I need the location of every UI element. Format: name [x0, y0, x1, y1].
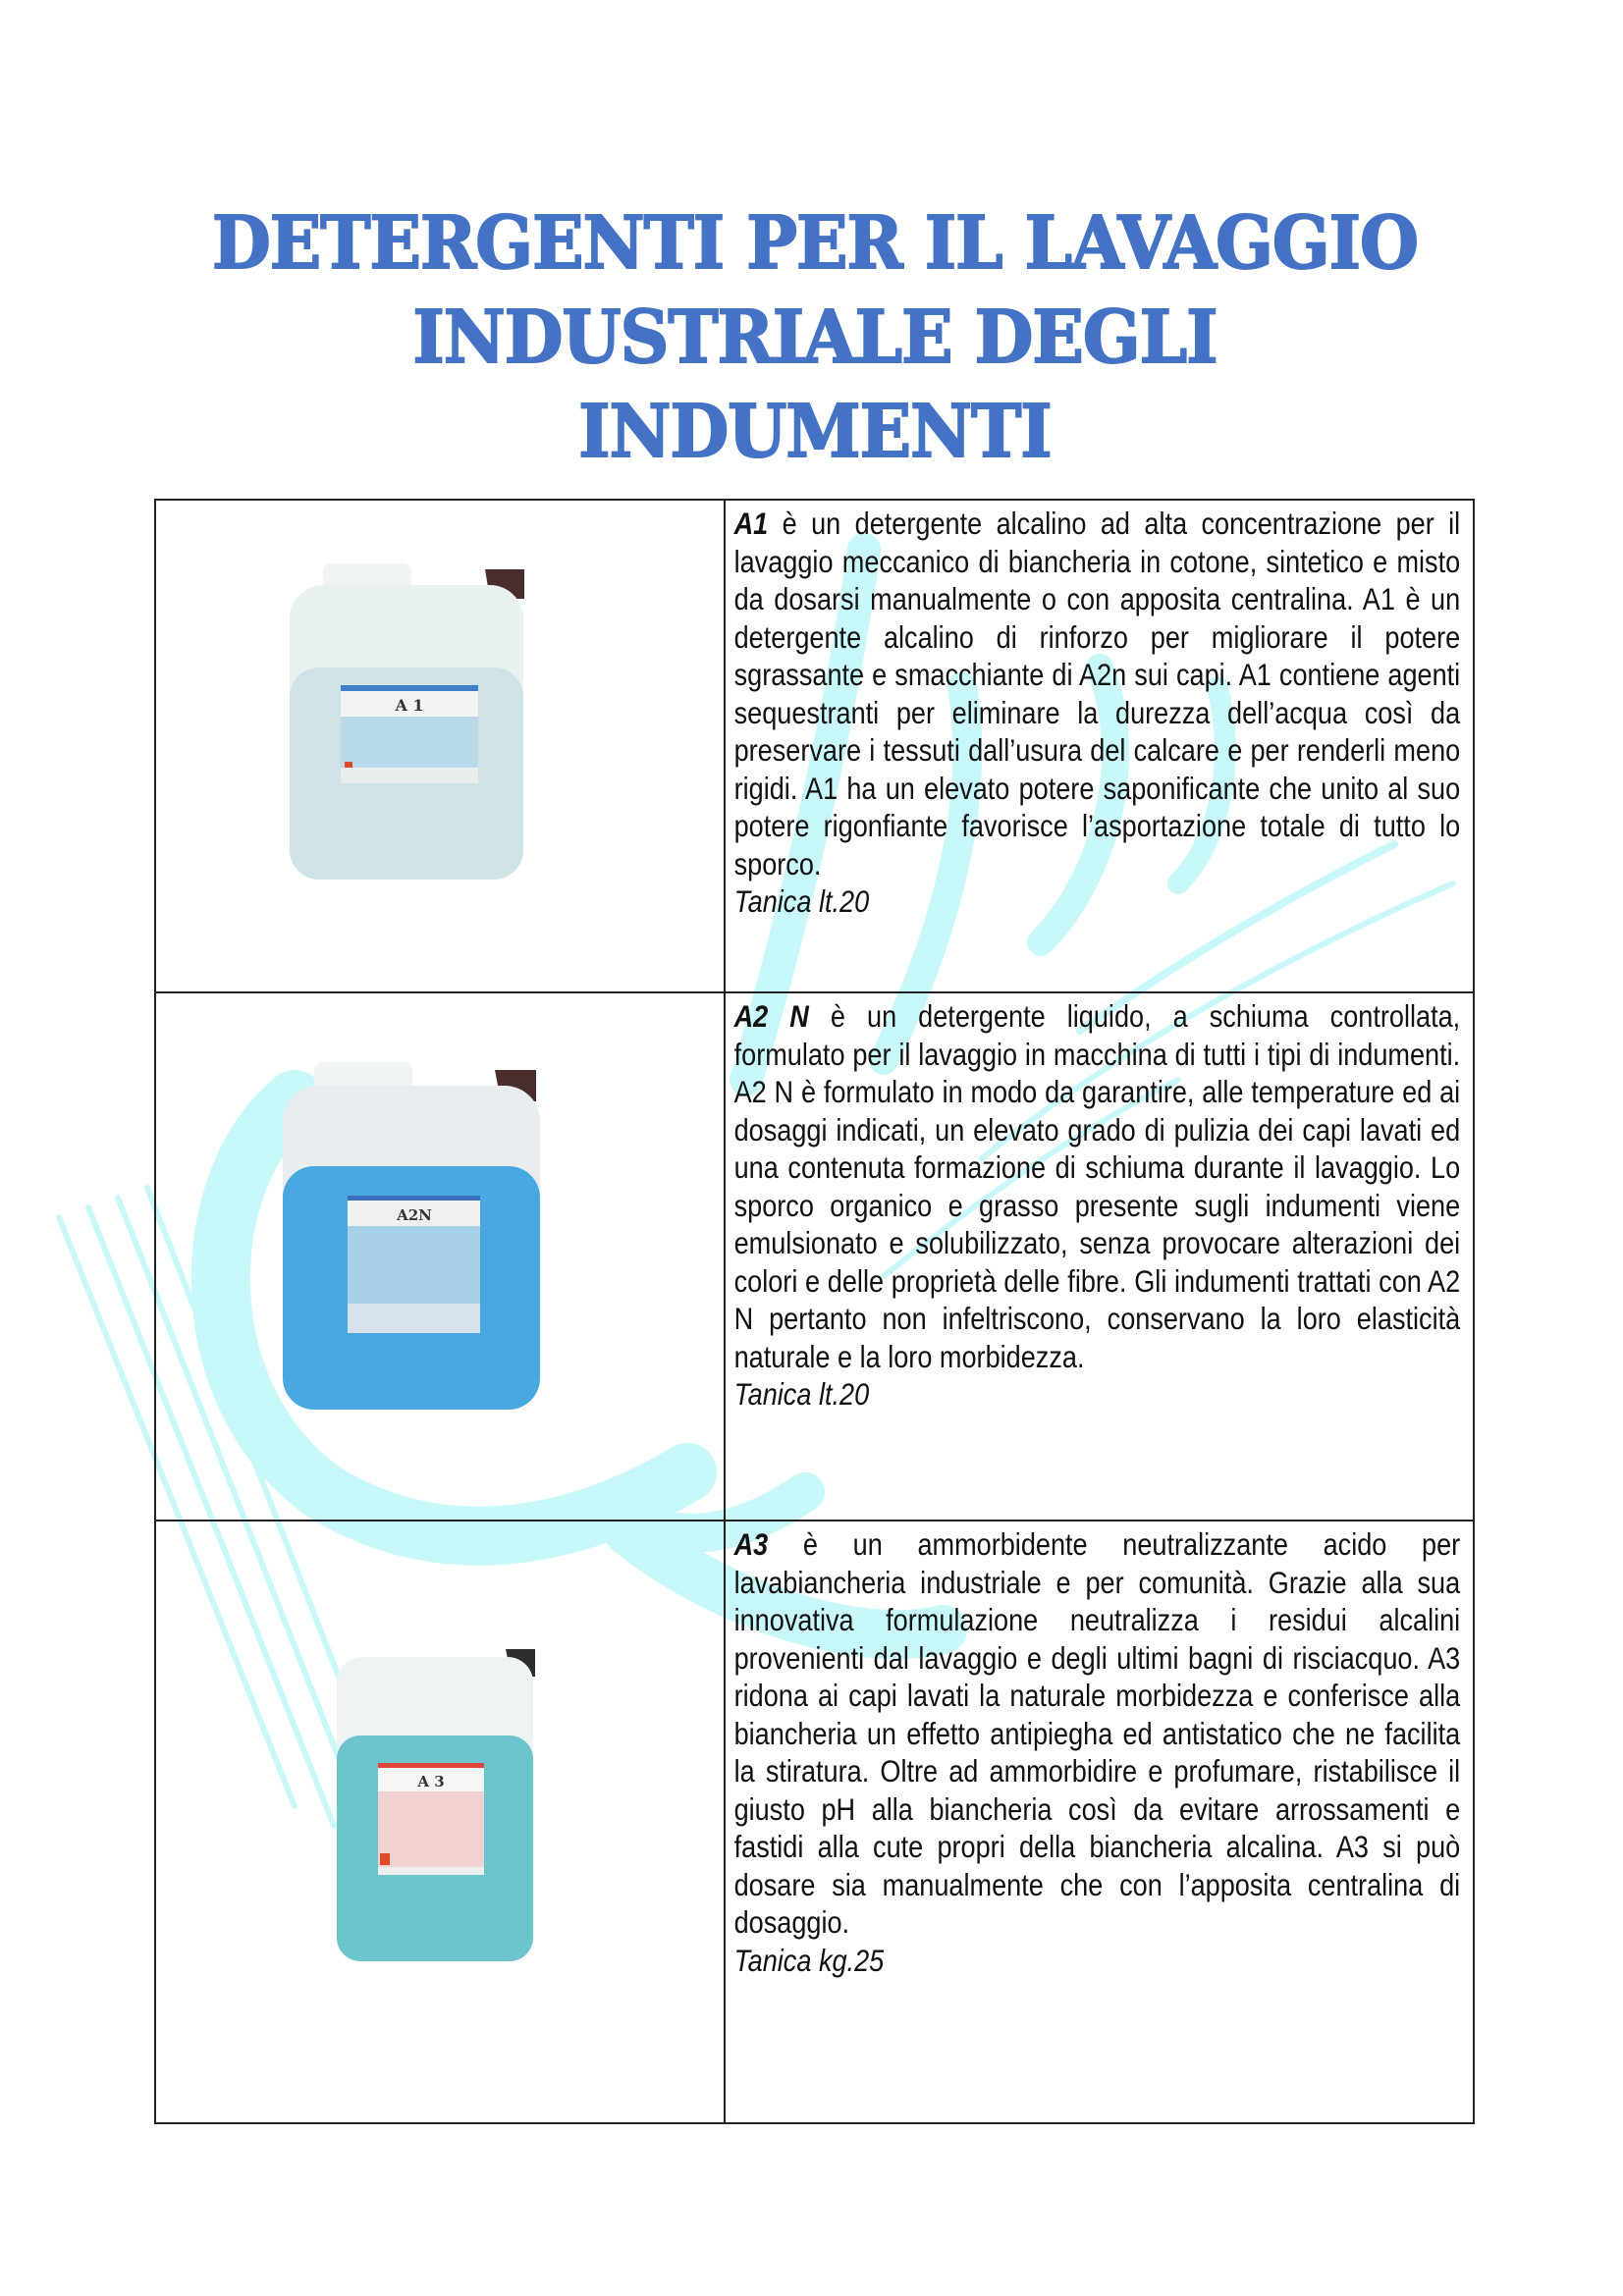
- product-description-cell: [725, 500, 1474, 992]
- package-size: Tanica kg.25: [733, 1942, 885, 1978]
- product-code: A1: [733, 506, 769, 541]
- product-image-cell: [155, 1521, 725, 2123]
- product-code: A2 N: [733, 998, 809, 1034]
- product-description: [726, 501, 1467, 921]
- canister-a2n-image: [279, 1058, 544, 1421]
- title-line-3: INDUMENTI: [578, 390, 1052, 474]
- product-image-cell: [155, 992, 725, 1521]
- product-code: A3: [733, 1526, 769, 1562]
- product-description-cell: [725, 1521, 1474, 2123]
- svg-text:A 3: A 3: [417, 1773, 445, 1790]
- canister-a1-image: [284, 560, 529, 893]
- table-row: [155, 500, 1474, 992]
- description-text: è un detergente liquido, a schiuma controllata, formulato per il lavaggio in macchina di tutti i tipi di indumenti. A2 N è formulato in modo da garantire, alle temperature ed ai dosaggi indicati, un elevato grado di pulizia dei capi lavati ed una contenuta formazione di schiuma durante il lavaggio. Lo sporco organico e grasso presente sugli indumenti viene emulsionato e solubilizzato, senza provocare alterazioni dei colori e delle proprietà delle fibre. Gli indumenti trattati con A2 N pertanto non infeltriscono, conservano la loro elasticità naturale e la loro morbidezza.: [733, 998, 1461, 1374]
- package-size: Tanica lt.20: [733, 883, 870, 919]
- package-size: Tanica lt.20: [733, 1376, 870, 1412]
- title-line-1: DETERGENTI PER IL LAVAGGIO: [211, 201, 1419, 286]
- table-row: [155, 1521, 1474, 2123]
- product-description-cell: [725, 992, 1474, 1521]
- canister-a3-image: [333, 1641, 539, 1965]
- product-image-cell: [155, 500, 725, 992]
- svg-text:A2N: A2N: [397, 1206, 432, 1224]
- product-description: [726, 993, 1467, 1414]
- title-line-2: INDUSTRIALE DEGLI: [412, 295, 1217, 380]
- page-title: [194, 196, 1436, 479]
- product-description: [726, 1522, 1467, 1979]
- description-text: è un ammorbidente neutralizzante acido per lavabiancheria industriale e per comunità. Grazie alla sua innovativa formulazione neutralizza i residui alcalini provenienti dal lavaggio e degli ultimi bagni di risciacquo. A3 ridona ai capi lavati la naturale morbidezza e conferisce alla biancheria un effetto antipiegha ed antistatico che ne facilita la stiratura. Oltre ad ammorbidire e profumare, ristabilisce il giusto pH alla biancheria così da evitare arrossamenti e fastidi alla cute propri della biancheria alcalina. A3 si può dosare sia manualmente che con l’apposita centralina di dosaggio.: [733, 1526, 1461, 1940]
- svg-text:A 1: A 1: [395, 696, 424, 715]
- description-text: è un detergente alcalino ad alta concentrazione per il lavaggio meccanico di biancheria in cotone, sintetico e misto da dosarsi manualmente o con apposita centralina. A1 è un detergente alcalino di rinforzo per migliorare il potere sgrassante e smacchiante di A2n sui capi. A1 contiene agenti sequestranti per eliminare la durezza dell’acqua così da preservare i tessuti dall’usura del calcare e per renderli meno rigidi. A1 ha un elevato potere saponificante che unito al suo potere rigonfiante favorisce l’asportazione totale di tutto lo sporco.: [733, 506, 1461, 881]
- product-table: [154, 499, 1475, 2124]
- table-row: [155, 992, 1474, 1521]
